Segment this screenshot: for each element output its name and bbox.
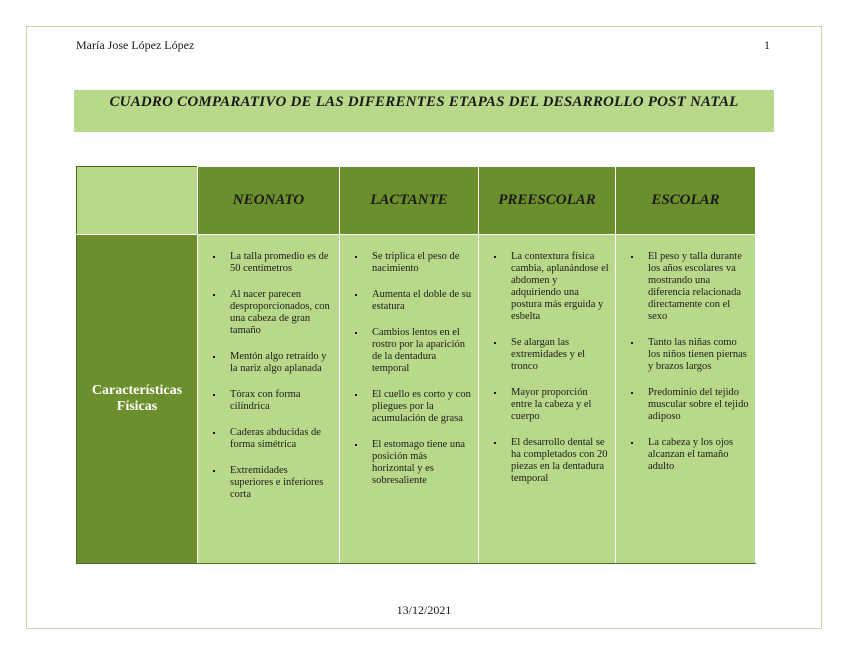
list-item: ▪ Al nacer parecen desproporcionados, con una cabeza de gran tamaño xyxy=(224,289,333,337)
list-item: ▪ Tanto las niñas como los niños tienen piernas y brazos largos xyxy=(642,337,749,373)
list-item: ▪ La talla promedio es de 50 centímetros xyxy=(224,251,333,275)
list-item: ▪ Caderas abducidas de forma simétrica xyxy=(224,427,333,451)
column-header-preescolar: PREESCOLAR xyxy=(479,167,616,235)
list-item: ▪ Se triplica el peso de nacimiento xyxy=(366,251,472,275)
list-item: ▪ El peso y talla durante los años escolares va mostrando una diferencia relacionada directamente con el sexo xyxy=(642,251,749,323)
row-header-caracteristicas: Características Físicas xyxy=(77,235,198,564)
list-item: ▪ Tórax con forma cilíndrica xyxy=(224,389,333,413)
cell-neonato xyxy=(198,235,340,564)
corner-cell xyxy=(77,167,198,235)
list-item: ▪ Predominio del tejido muscular sobre el tejido adiposo xyxy=(642,387,749,423)
list-item: ▪ El estomago tiene una posición más horizontal y es sobresaliente xyxy=(366,439,472,487)
column-header-neonato: NEONATO xyxy=(198,167,340,235)
list-item: ▪ Mentón algo retraído y la nariz algo aplanada xyxy=(224,351,333,375)
document-title: CUADRO COMPARATIVO DE LAS DIFERENTES ETAPAS DEL DESARROLLO POST NATAL xyxy=(74,90,774,132)
author-name: María Jose López López xyxy=(76,38,195,52)
column-header-escolar: ESCOLAR xyxy=(616,167,756,235)
list-item: ▪ El desarrollo dental se ha completados con 20 piezas en la dentadura temporal xyxy=(505,437,609,485)
list-item: ▪ Se alargan las extremidades y el tronco xyxy=(505,337,609,373)
cell-preescolar xyxy=(479,235,616,564)
list-item: ▪ Mayor proporción entre la cabeza y el cuerpo xyxy=(505,387,609,423)
list-item: ▪ Aumenta el doble de su estatura xyxy=(366,289,472,313)
comparison-table xyxy=(76,166,756,564)
column-header-lactante: LACTANTE xyxy=(340,167,479,235)
list-item: ▪ Cambios lentos en el rostro por la aparición de la dentadura temporal xyxy=(366,327,472,375)
list-item: ▪ El cuello es corto y con pliegues por la acumulación de grasa xyxy=(366,389,472,425)
cell-lactante xyxy=(340,235,479,564)
list-item: ▪ La contextura física cambia, aplanándose el abdomen y adquiriendo una postura más erguida y esbelta xyxy=(505,251,609,323)
list-item: ▪ La cabeza y los ojos alcanzan el tamaño adulto xyxy=(642,437,749,473)
list-item: ▪ Extremidades superiores e inferiores corta xyxy=(224,465,333,501)
page-number: 1 xyxy=(764,38,770,52)
footer-date: 13/12/2021 xyxy=(396,603,452,617)
cell-escolar xyxy=(616,235,756,564)
